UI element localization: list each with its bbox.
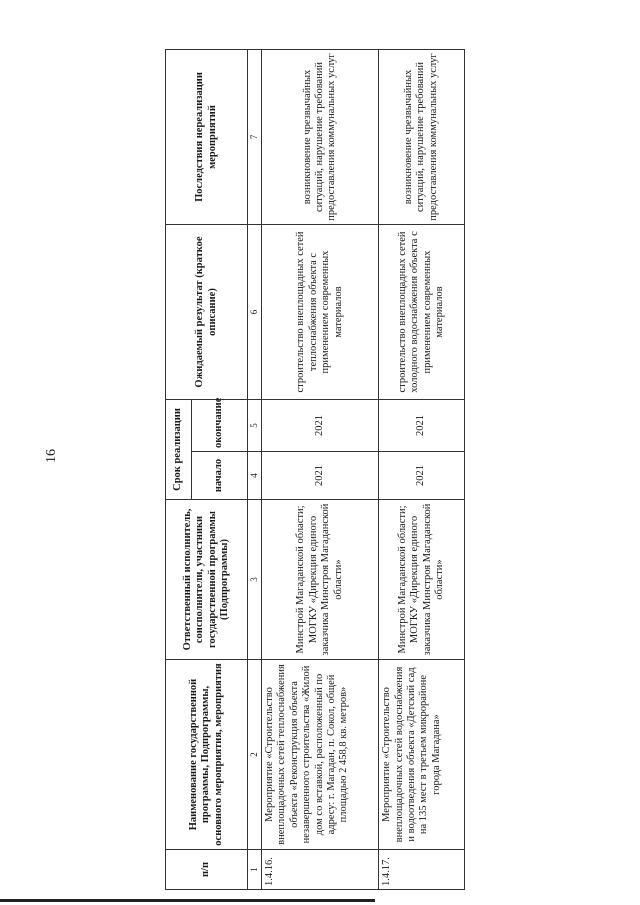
- measures-table: [165, 49, 465, 890]
- header-name: Наименование государственной программы, Подпрограммы, основного мероприятия, мероприятия: [166, 660, 248, 850]
- row-num: 1.4.17.: [379, 850, 465, 890]
- row-start: 2021: [262, 452, 379, 500]
- header-responsible: Ответственный исполнитель, соисполнители, участники государственной программы (Подпрограммы): [166, 500, 248, 660]
- row-num: 1.4.16.: [262, 850, 379, 890]
- column-number-row: [248, 50, 262, 890]
- row-name: Мероприятие «Строительство внеплощадочных сетей теплоснабжения объекта «Реконструкция объекта незавершенного строительства «Жилой дом со вставкой, расположенный по адресу: г. Магадан, п. Сокол, общей площадью 2 458,8 кв. метров»: [262, 660, 379, 850]
- header-result: Ожидаемый результат (краткое описание): [166, 225, 248, 400]
- header-end: окончание: [192, 400, 248, 452]
- page-bottom-rule: [0, 899, 375, 902]
- column-number: 1: [248, 850, 262, 890]
- header-period: Срок реализации: [166, 400, 192, 500]
- measures-table-wrapper: [165, 50, 465, 890]
- row-result: строительство внеплощадных сетей теплоснабжения объекта с применением современных материалов: [262, 225, 379, 400]
- row-consequences: возникновение чрезвычайных ситуаций, нарушение требований предоставления коммунальных услуг: [262, 50, 379, 225]
- header-num: п/п: [166, 850, 248, 890]
- column-number: 3: [248, 500, 262, 660]
- row-responsible: Минстрой Магаданской области; МОГКУ «Дирекция единого заказчика Минстроя Магаданской области»: [379, 500, 465, 660]
- row-start: 2021: [379, 452, 465, 500]
- column-number: 4: [248, 452, 262, 500]
- row-result: строительство внеплощадных сетей холодного водоснабжения объекта с применением современных материалов: [379, 225, 465, 400]
- row-name: Мероприятие «Строительство внеплощадочных сетей водоснабжения и водоотведения объекта «Детский сад на 135 мест в третьем микрорайоне города Магадана»: [379, 660, 465, 850]
- rotated-table-area: [165, 50, 465, 890]
- row-consequences: возникновение чрезвычайных ситуаций, нарушение требований предоставления коммунальных услуг: [379, 50, 465, 225]
- header-consequences: Последствия нереализации мероприятий: [166, 50, 248, 225]
- header-start: начало: [192, 452, 248, 500]
- column-number: 6: [248, 225, 262, 400]
- row-end: 2021: [379, 400, 465, 452]
- page-number: 16: [44, 449, 59, 463]
- column-number: 7: [248, 50, 262, 225]
- column-number: 5: [248, 400, 262, 452]
- row-responsible: Минстрой Магаданской области; МОГКУ «Дирекция единого заказчика Минстроя Магаданской области»: [262, 500, 379, 660]
- column-number: 2: [248, 660, 262, 850]
- row-end: 2021: [262, 400, 379, 452]
- table-row: [379, 50, 465, 890]
- table-row: [262, 50, 379, 890]
